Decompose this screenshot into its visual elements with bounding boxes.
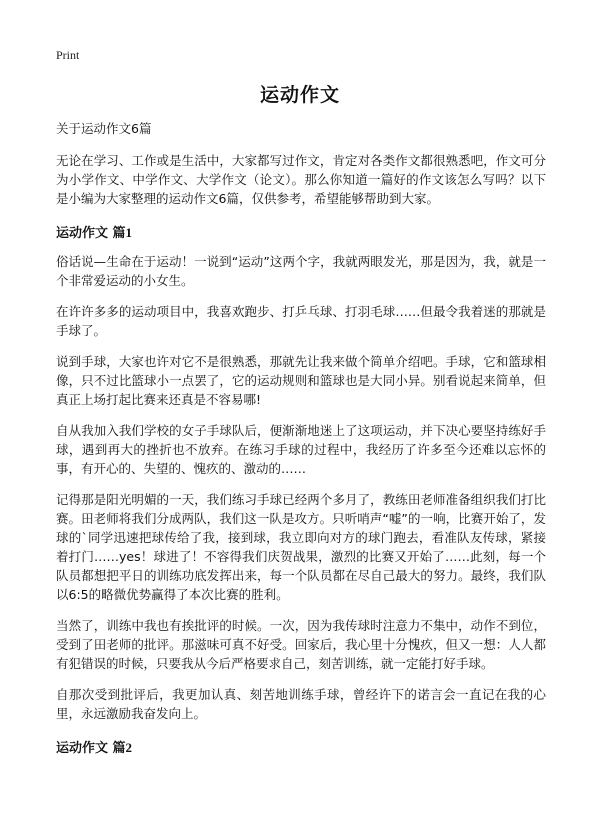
paragraph: 自那次受到批评后，我更加认真、刻苦地训练手球，曾经许下的诺言会一直记在我的心里，永远激励我奋发向上。 bbox=[56, 687, 546, 721]
section-heading-text: 运动作文 篇 bbox=[56, 741, 126, 756]
section-heading-number: 1 bbox=[125, 225, 133, 240]
section-heading-text: 运动作文 篇 bbox=[56, 226, 126, 241]
paragraph: 自从我加入我们学校的女子手球队后，便渐渐地迷上了这项运动，并下决心要坚持练好手球，遇到再大的挫折也不放弃。在练习手球的过程中，我经历了许多至今还难以忘怀的事，有开心的、失望的、愧疚的、激动的…… bbox=[56, 423, 546, 476]
section-heading-2 bbox=[56, 737, 546, 756]
document-subtitle: 关于运动作文6篇 bbox=[56, 121, 152, 136]
intro-paragraph: 无论在学习、工作或是生活中，大家都写过作文，肯定对各类作文都很熟悉吧，作文可分为小学作文、中学作文、大学作文（论文）。那么你知道一篇好的作文该怎么写吗？以下是小编为大家整理的运动作文6篇，仅供参考，希望能够帮助到大家。 bbox=[56, 153, 546, 206]
paragraph: 当然了，训练中我也有挨批评的时候。一次，因为我传球时注意力不集中，动作不到位，受到了田老师的批评。那滋味可真不好受。回家后，我心里十分愧疚，但又一想：人人都有犯错误的时候，只要我从今后严格要求自己，刻苦训练，就一定能打好手球。 bbox=[56, 618, 546, 671]
paragraph: 记得那是阳光明媚的一天，我们练习手球已经两个多月了，教练田老师准备组织我们打比赛。田老师将我们分成两队，我们这一队是攻方。只听哨声“嘘”的一响，比赛开始了，发球的`同学迅速把球传给了我，接到球，我立即向对方的球门跑去，看准队友传球，紧接着打门……yes！球进了！不容得我们庆贺战果，激烈的比赛又开始了……此刻，每一个队员都想把平日的训练功底发挥出来，每一个队员都在尽自己最大的努力。最终，我们队以6:5的略微优势赢得了本次比赛的胜利。 bbox=[56, 492, 546, 602]
paragraph: 说到手球，大家也许对它不是很熟悉，那就先让我来做个简单介绍吧。手球，它和篮球相像，只不过比篮球小一点罢了，它的运动规则和篮球也是大同小异。别看说起来简单，但真正上场打起比赛来还真是不容易哪! bbox=[56, 354, 546, 407]
document-title: 运动作文 bbox=[259, 84, 340, 106]
document-body bbox=[56, 120, 546, 767]
paragraph: 在许许多多的运动项目中，我喜欢跑步、打乒乓球、打羽毛球……但最令我着迷的那就是手球了。 bbox=[56, 304, 546, 338]
section-heading-1 bbox=[56, 222, 546, 241]
print-label: Print bbox=[56, 48, 80, 62]
paragraph: 俗话说—生命在于运动！一说到“运动”这两个字，我就两眼发光，那是因为，我，就是一个非常爱运动的小女生。 bbox=[56, 254, 546, 288]
section-heading-number: 2 bbox=[125, 740, 133, 755]
